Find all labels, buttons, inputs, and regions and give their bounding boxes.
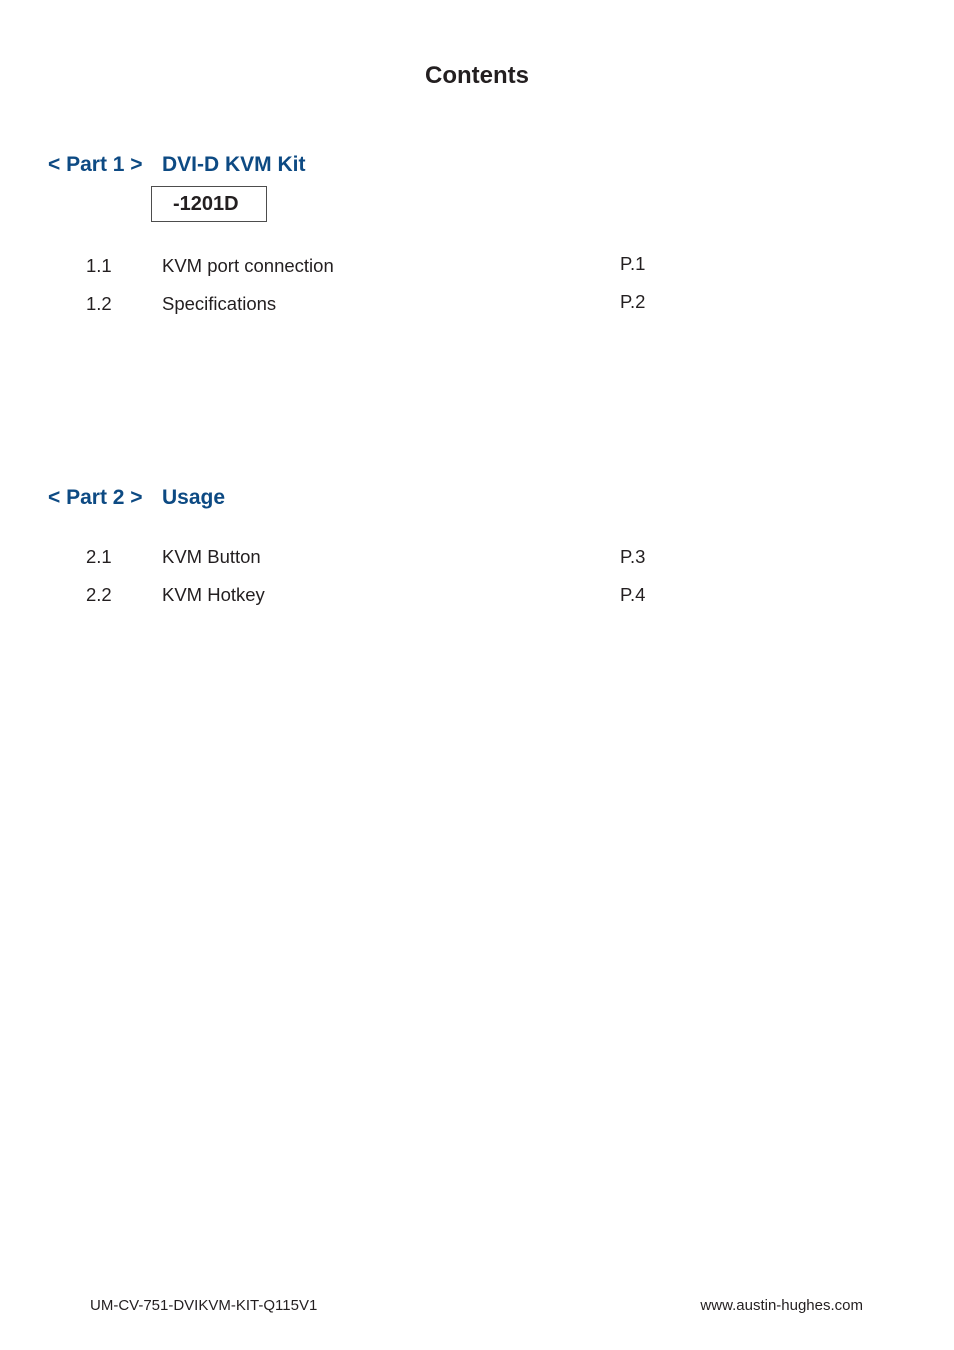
toc-entry-label[interactable]: KVM Button [162, 546, 261, 567]
part-2-title: Usage [162, 486, 226, 509]
toc-entry-page[interactable]: P.3 [620, 546, 646, 567]
toc-entry-number: 1.1 [86, 255, 112, 276]
model-number-box: -1201D [151, 186, 267, 222]
toc-entry-page[interactable]: P.4 [620, 584, 646, 605]
part-1-title: DVI-D KVM Kit [162, 153, 306, 176]
toc-entry-label[interactable]: KVM Hotkey [162, 584, 265, 605]
part-1-heading [48, 153, 306, 177]
footer-website[interactable]: www.austin-hughes.com [700, 1297, 863, 1314]
page-title: Contents [425, 62, 529, 89]
footer-doc-code: UM-CV-751-DVIKVM-KIT-Q115V1 [90, 1297, 318, 1314]
toc-entry-number: 2.2 [86, 584, 112, 605]
toc-entry-page[interactable]: P.2 [620, 291, 646, 312]
toc-entry-number: 2.1 [86, 546, 112, 567]
part-2-prefix: < Part 2 > [48, 486, 143, 509]
toc-entry-page[interactable]: P.1 [620, 253, 646, 274]
part-1-prefix: < Part 1 > [48, 153, 143, 176]
part-2-heading [48, 486, 225, 510]
toc-entry-label[interactable]: KVM port connection [162, 255, 334, 276]
toc-entry-number: 1.2 [86, 293, 112, 314]
toc-entry-label[interactable]: Specifications [162, 293, 277, 314]
